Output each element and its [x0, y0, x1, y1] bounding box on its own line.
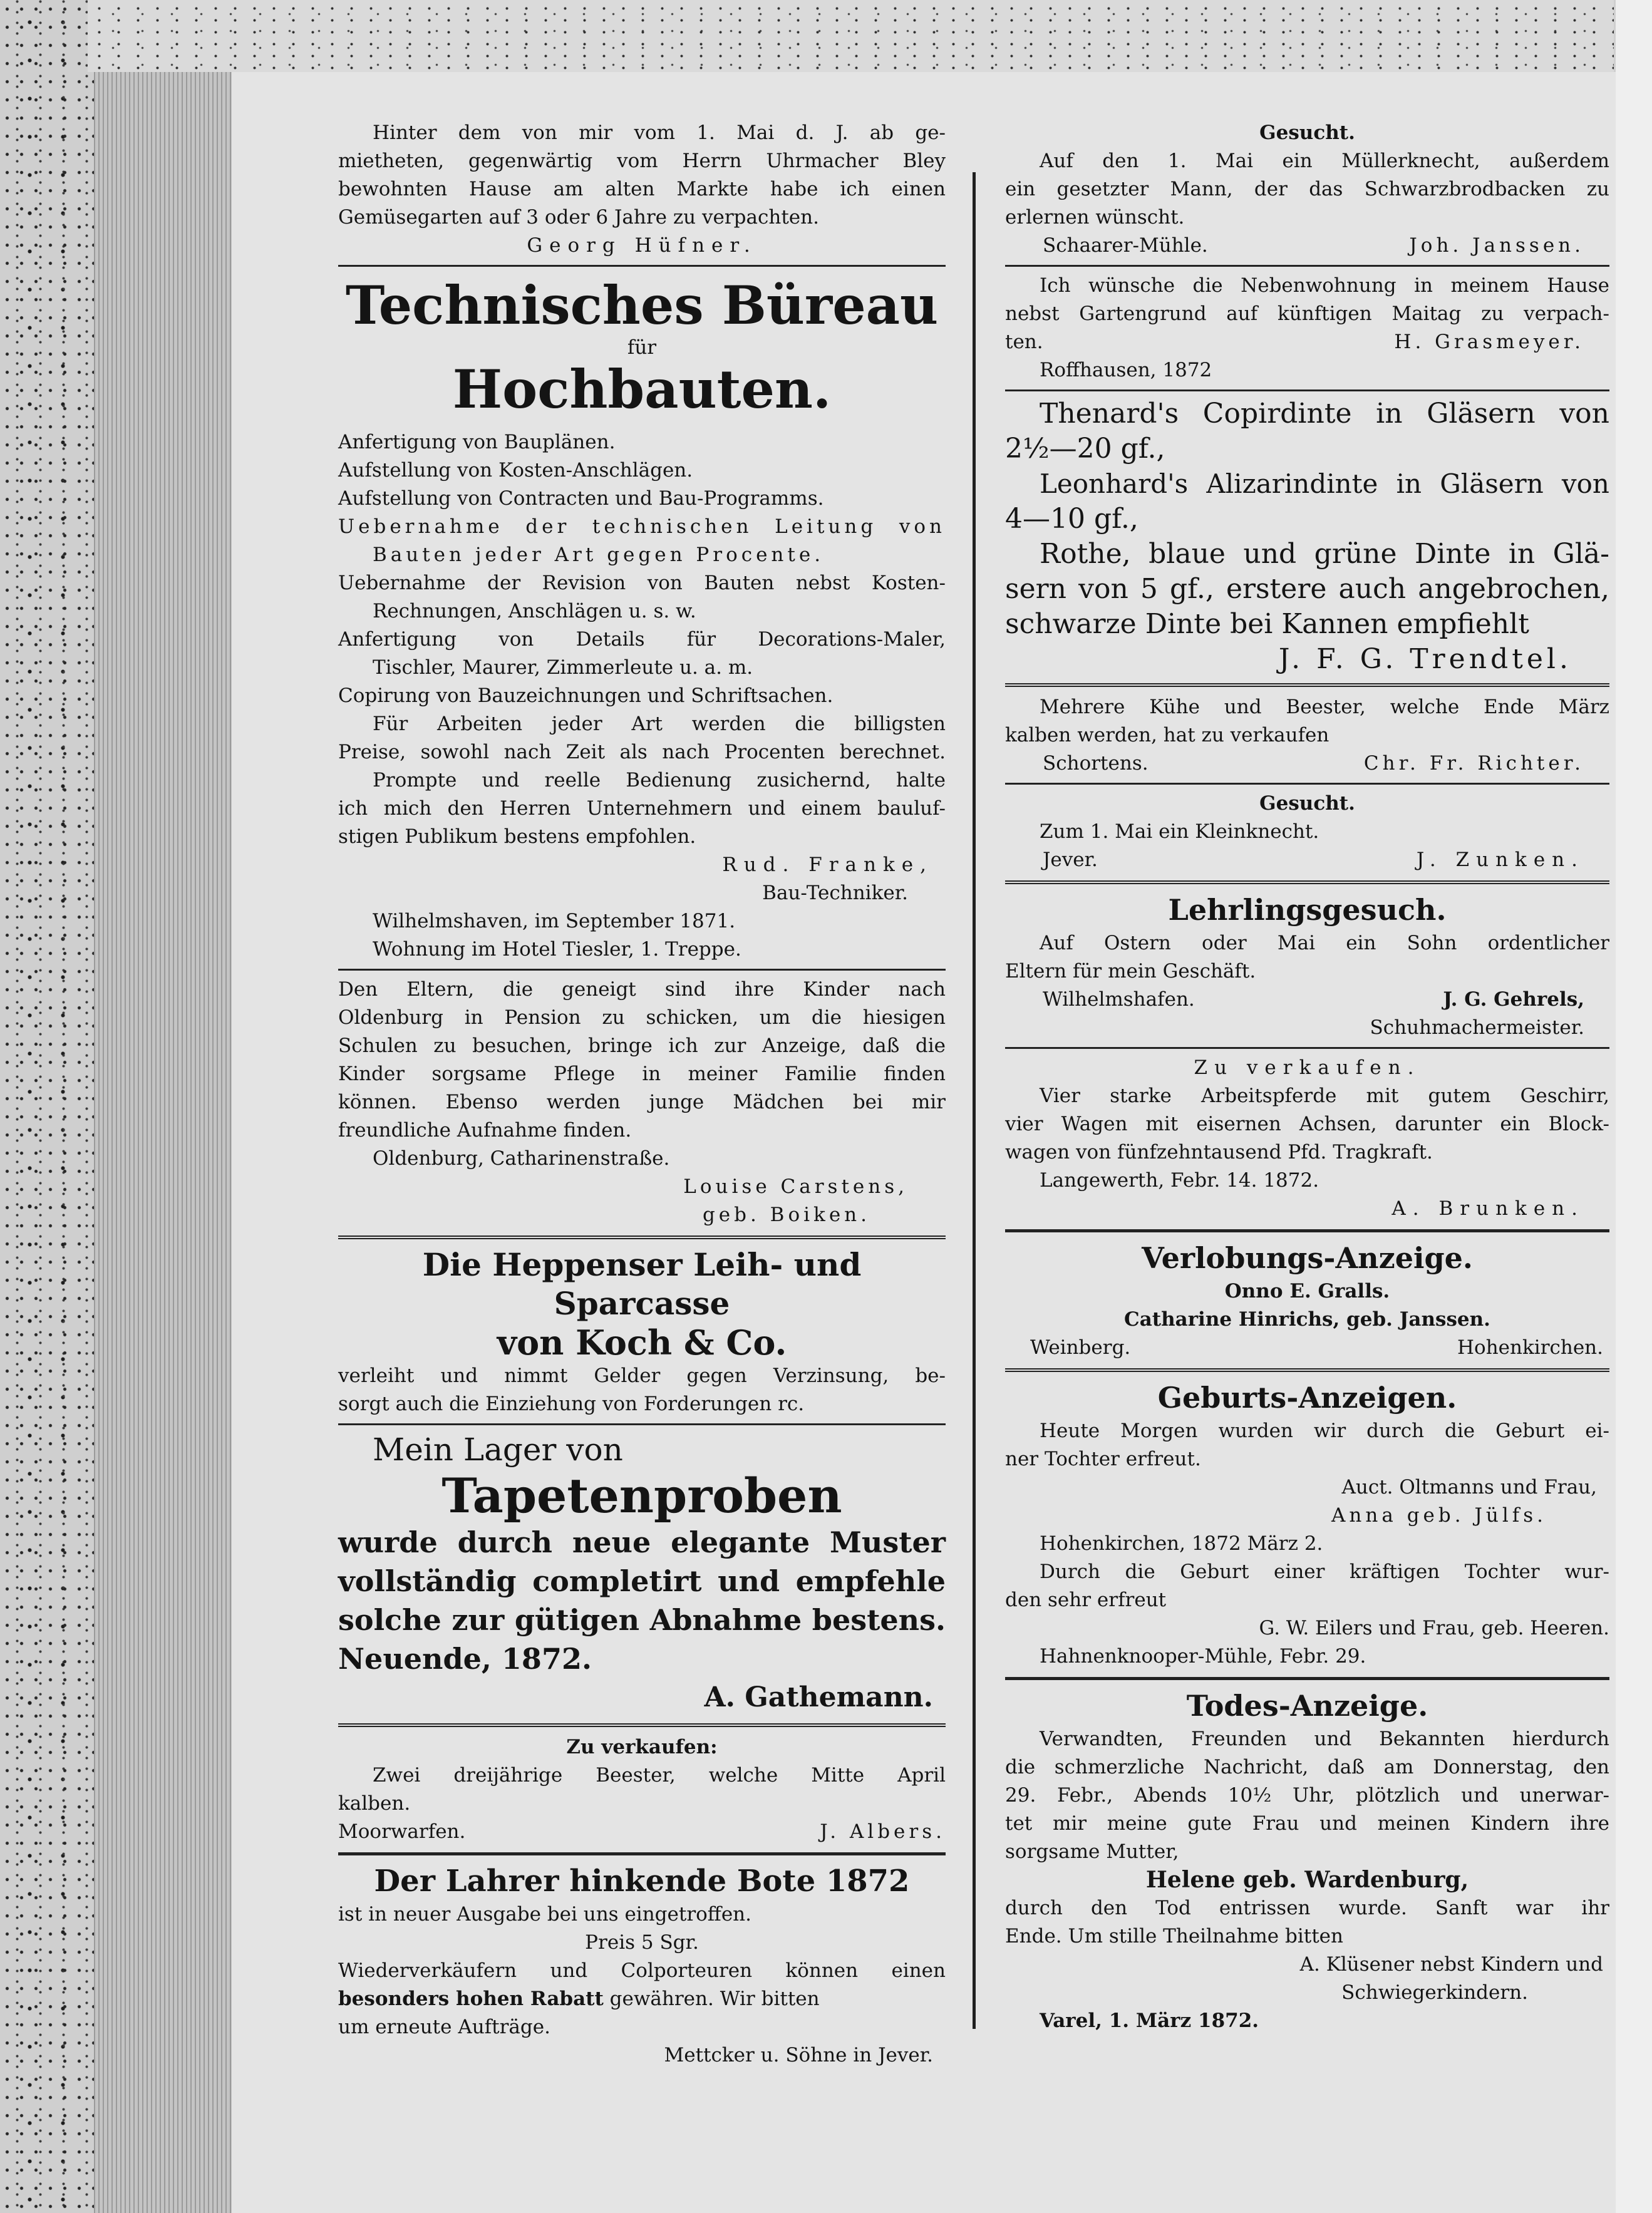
ad-text-line: Hinter dem von mir vom 1. Mai d. J. ab ge-: [373, 121, 946, 144]
ad-garden-lease: [338, 119, 946, 260]
ad-text-line: sorgsame Mutter,: [1005, 1840, 1179, 1863]
speckled-book-edge-left: [0, 0, 106, 2213]
ad-text-line: 2½—20 gf.,: [1005, 433, 1165, 465]
ad-text-line: Anfertigung von Bauplänen.: [338, 431, 616, 453]
ad-text-line: Thenard's Copirdinte in Gläsern von: [1040, 398, 1609, 430]
ad-text-line: um erneute Aufträge.: [338, 2016, 550, 2038]
ad-address: Wohnung im Hotel Tiesler, 1. Treppe.: [373, 938, 741, 961]
ad-footer-row: [1005, 1334, 1609, 1362]
right-margin: [1614, 0, 1652, 2213]
ad-text-line: Schulen zu besuchen, bringe ich zur Anzeige, daß die: [338, 1034, 946, 1057]
ad-text-line: Verwandten, Freunden und Bekannten hierdurch: [1040, 1728, 1609, 1750]
ad-technical-bureau: [338, 276, 946, 964]
left-column: [338, 119, 946, 2070]
ad-signature: Mettcker u. Söhne in Jever.: [664, 2044, 933, 2066]
ad-place-date: Hahnenknooper-Mühle, Febr. 29.: [1040, 1645, 1366, 1668]
ad-separator: [1005, 683, 1609, 687]
ad-separator: [338, 1423, 946, 1425]
ad-headline: Technisches Büreau: [345, 274, 939, 336]
ad-separator: [1005, 1047, 1609, 1049]
ad-separator: [1005, 880, 1609, 884]
ad-text-line: Bauten jeder Art gegen Procente.: [373, 544, 825, 566]
ad-wallpaper-samples: [338, 1430, 946, 1717]
ad-signature: Schuhmachermeister.: [1370, 1016, 1584, 1039]
ad-headline: von Koch & Co.: [497, 1323, 787, 1363]
ad-text-line: kalben werden, hat zu verkaufen: [1005, 724, 1329, 746]
ad-miller-wanted: [1005, 119, 1609, 260]
ad-text-line: ich mich den Herren Unternehmern und einem bauluf-: [338, 797, 946, 820]
ad-farmhand-wanted: [1005, 790, 1609, 874]
ad-almanac: [338, 1862, 946, 2070]
ad-title: Zu verkaufen:: [566, 1736, 718, 1758]
ad-text-line: freundliche Aufnahme finden.: [338, 1119, 632, 1142]
ad-separator: [1005, 1677, 1609, 1680]
ad-signature: J. Zunken.: [1416, 849, 1584, 871]
ad-place: Schaarer-Mühle.: [1043, 234, 1208, 257]
ad-place: Moorwarfen.: [338, 1820, 466, 1843]
ad-engagement: [1005, 1239, 1609, 1362]
ad-text-line: verleiht und nimmt Gelder gegen Verzinsung, be-: [338, 1364, 946, 1387]
ad-place-date: Wilhelmshaven, im September 1871.: [373, 910, 736, 932]
ad-separator: [1005, 265, 1609, 267]
ad-footer-row: [1005, 986, 1609, 1014]
ad-text-line: Leonhard's Alizarindinte in Gläsern von: [1040, 468, 1609, 499]
ad-text-line: Auf Ostern oder Mai ein Sohn ordentlicher: [1040, 932, 1609, 954]
ad-text-line: Vier starke Arbeitspferde mit gutem Geschirr,: [1040, 1085, 1609, 1107]
ad-text-line: erlernen wünscht.: [1005, 206, 1185, 229]
ad-name: Onno E. Gralls.: [1224, 1280, 1390, 1303]
ad-cattle-sale: [338, 1733, 946, 1846]
ad-text-line: Gemüsegarten auf 3 oder 6 Jahre zu verpachten.: [338, 206, 819, 229]
ad-apprentice-wanted: [1005, 890, 1609, 1042]
ad-signature: J. F. G. Trendtel.: [1278, 643, 1572, 675]
ad-text-line: Wiederverkäufern und Colporteuren können einen: [338, 1959, 946, 1982]
ad-death-notice: [1005, 1686, 1609, 2035]
ad-text-line: Ende. Um stille Theilnahme bitten: [1005, 1925, 1343, 1947]
ad-savings-bank: [338, 1246, 946, 1418]
ad-signature: Schwiegerkindern.: [1341, 1981, 1528, 2004]
ad-separator: [1005, 1368, 1609, 1372]
ad-signature: Georg Hüfner.: [527, 234, 757, 257]
ad-text-line: sern von 5 gf., erstere auch angebrochen,: [1005, 573, 1609, 605]
ad-text-line: Tischler, Maurer, Zimmerleute u. a. m.: [373, 656, 753, 679]
page-stack-edges: [94, 72, 232, 2213]
ad-signature: Joh. Janssen.: [1409, 234, 1584, 257]
ad-text-line: Mein Lager von: [373, 1431, 623, 1468]
ad-separator: [338, 1852, 946, 1855]
ad-text-line: Preise, sowohl nach Zeit als nach Procenten berechnet.: [338, 741, 946, 763]
ad-text-line: ist in neuer Ausgabe bei uns eingetroffen.: [338, 1903, 751, 1926]
ad-place-date: Roffhausen, 1872: [1040, 359, 1212, 381]
ad-text-line: Rechnungen, Anschlägen u. s. w.: [373, 600, 696, 622]
ad-text-line: ten.: [1005, 331, 1043, 353]
ad-headline: Hochbauten.: [452, 358, 832, 420]
ad-text-line: Zwei dreijährige Beester, welche Mitte April: [373, 1764, 946, 1787]
ad-text: gewähren. Wir bitten: [603, 1988, 820, 2010]
ad-text-line: 29. Febr., Abends 10½ Uhr, plötzlich und unerwar-: [1005, 1784, 1609, 1807]
ad-text-line: Copirung von Bauzeichnungen und Schriftsachen.: [338, 684, 834, 707]
right-column: [1005, 119, 1609, 2035]
ad-text-line: Heute Morgen wurden wir durch die Geburt ei-: [1040, 1420, 1609, 1442]
ad-text-line: nebst Gartengrund auf künftigen Maitag zu verpach-: [1005, 302, 1609, 325]
ad-name: Helene geb. Wardenburg,: [1145, 1867, 1469, 1893]
ad-text-line: Oldenburg in Pension zu schicken, um die hiesigen: [338, 1006, 946, 1029]
ad-signature: G. W. Eilers und Frau, geb. Heeren.: [1259, 1617, 1609, 1639]
ad-headline: Verlobungs-Anzeige.: [1142, 1241, 1473, 1275]
ad-text-line: stigen Publikum bestens empfohlen.: [338, 825, 696, 848]
ad-text-line: ein gesetzter Mann, der das Schwarzbrodbacken zu: [1005, 178, 1609, 200]
ad-text-line: mietheten, gegenwärtig vom Herrn Uhrmacher Bley: [338, 150, 946, 172]
ad-text-line: schwarze Dinte bei Kannen empfiehlt: [1005, 608, 1529, 640]
ad-emphasis: besonders hohen Rabatt: [338, 1988, 604, 2010]
ad-text-line: Aufstellung von Contracten und Bau-Programms.: [338, 487, 824, 510]
ad-place-date: Langewerth, Febr. 14. 1872.: [1040, 1169, 1319, 1192]
ad-text-line: den sehr erfreut: [1005, 1589, 1167, 1611]
ad-footer-row: [1005, 846, 1609, 874]
ad-place-date: Oldenburg, Catharinenstraße.: [373, 1147, 670, 1170]
ad-name: Catharine Hinrichs, geb. Janssen.: [1124, 1308, 1490, 1331]
ad-headline: Lehrlingsgesuch.: [1168, 893, 1447, 927]
ad-text-line: wagen von fünfzehntausend Pfd. Tragkraft.: [1005, 1141, 1433, 1163]
ad-footer-row: [338, 1818, 946, 1846]
ad-separator: [1005, 389, 1609, 391]
ad-place: Wilhelmshafen.: [1043, 988, 1195, 1011]
ad-text-line: vier Wagen mit eisernen Achsen, darunter ein Block-: [1005, 1113, 1609, 1135]
ad-text-line: tet mir meine gute Frau und meinen Kindern ihre: [1005, 1812, 1609, 1835]
ad-text-line: [338, 1985, 946, 2013]
ad-text-line: 4—10 gf.,: [1005, 503, 1138, 535]
ad-signature: geb. Boiken.: [702, 1204, 870, 1226]
ad-price: Preis 5 Sgr.: [585, 1931, 699, 1954]
ad-text-line: Den Eltern, die geneigt sind ihre Kinder nach: [338, 978, 946, 1001]
ad-text-line: Uebernahme der technischen Leitung von: [338, 515, 946, 538]
ad-text-line: bewohnten Hause am alten Markte habe ich einen: [338, 178, 946, 200]
ad-text-line: Rothe, blaue und grüne Dinte in Glä-: [1040, 538, 1609, 570]
ad-signature: Anna geb. Jülfs.: [1331, 1504, 1547, 1527]
ad-footer-row: [1005, 232, 1609, 260]
ad-text-line: wurde durch neue elegante Muster: [338, 1525, 946, 1559]
ad-signature: J. G. Gehrels,: [1443, 988, 1584, 1011]
ad-text-line: ner Tochter erfreut.: [1005, 1448, 1201, 1470]
ad-headline: Geburts-Anzeigen.: [1157, 1381, 1457, 1415]
ad-text-line: solche zur gütigen Abnahme bestens.: [338, 1603, 946, 1637]
ad-place-date: Hohenkirchen, 1872 März 2.: [1040, 1532, 1323, 1555]
ad-text-line: Kinder sorgsame Pflege in meiner Familie finden: [338, 1063, 946, 1085]
ad-separator: [338, 1235, 946, 1239]
ad-text-line: Uebernahme der Revision von Bauten nebst Kosten-: [338, 572, 946, 594]
ad-text-line: Durch die Geburt einer kräftigen Tochter wur-: [1040, 1560, 1609, 1583]
ad-headline: Der Lahrer hinkende Bote 1872: [374, 1864, 910, 1899]
ad-text-line: können. Ebenso werden junge Mädchen bei mir: [338, 1091, 946, 1113]
ad-footer-row: [1005, 328, 1609, 356]
ad-title: Gesucht.: [1259, 792, 1355, 815]
ad-place: Schortens.: [1043, 752, 1149, 775]
ad-ink-sale: [1005, 396, 1609, 677]
ad-separator: [338, 969, 946, 971]
ad-signature: A. Brunken.: [1391, 1197, 1584, 1220]
ad-place-date: Varel, 1. März 1872.: [1040, 2009, 1259, 2032]
ad-text-line: Prompte und reelle Bedienung zusichernd, halte: [373, 769, 946, 792]
ad-text-line: für: [627, 336, 657, 359]
ad-text-line: Anfertigung von Details für Decorations-Maler,: [338, 628, 946, 651]
ad-text-line: Neuende, 1872.: [338, 1642, 592, 1676]
ad-boarding-pension: [338, 976, 946, 1229]
ad-text-line: Für Arbeiten jeder Art werden die billigsten: [373, 713, 946, 735]
ad-horses-sale: [1005, 1054, 1609, 1223]
ad-title: Zu verkaufen.: [1194, 1056, 1421, 1079]
ad-births: [1005, 1378, 1609, 1671]
ad-text-line: Zum 1. Mai ein Kleinknecht.: [1040, 820, 1319, 843]
ad-text-line: Mehrere Kühe und Beester, welche Ende März: [1040, 696, 1609, 718]
ad-text-line: sorgt auch die Einziehung von Forderungen rc.: [338, 1393, 805, 1415]
ad-place: Jever.: [1043, 849, 1098, 871]
ad-footer-row: [1005, 750, 1609, 778]
ad-headline: Todes-Anzeige.: [1186, 1689, 1428, 1723]
ad-signature: Auct. Oltmanns und Frau,: [1341, 1476, 1597, 1499]
ad-signature: H. Grasmeyer.: [1394, 331, 1584, 353]
ad-signature: Bau-Techniker.: [762, 882, 908, 904]
ad-separator: [1005, 1229, 1609, 1232]
ad-signature: A. Gathemann.: [704, 1681, 933, 1713]
ad-headline: Tapetenproben: [441, 1468, 842, 1524]
ad-separator: [1005, 783, 1609, 785]
ad-apartment: [1005, 272, 1609, 384]
ad-text-line: die schmerzliche Nachricht, daß am Donnerstag, den: [1005, 1756, 1609, 1778]
ad-text-line: Aufstellung von Kosten-Anschlägen.: [338, 459, 693, 482]
ad-signature: Rud. Franke,: [722, 854, 933, 876]
ad-text-line: vollständig completirt und empfehle: [338, 1564, 946, 1598]
ad-text-line: Ich wünsche die Nebenwohnung in meinem Hause: [1040, 274, 1609, 297]
ad-signature: Chr. Fr. Richter.: [1363, 752, 1584, 775]
ad-headline: Die Heppenser Leih- und Sparcasse: [422, 1246, 862, 1322]
ad-signature: J. Albers.: [820, 1820, 946, 1843]
ad-text-line: durch den Tod entrissen wurde. Sanft war ihr: [1005, 1897, 1609, 1919]
ad-separator: [338, 265, 946, 267]
ad-signature: Louise Carstens,: [683, 1175, 908, 1198]
ad-place: Weinberg.: [1030, 1336, 1131, 1359]
speckled-book-edge-top: [88, 0, 1652, 72]
ad-cows-sale: [1005, 693, 1609, 778]
column-divider: [973, 172, 976, 2029]
ad-separator: [338, 1723, 946, 1727]
ad-text-line: Auf den 1. Mai ein Müllerknecht, außerdem: [1040, 150, 1609, 172]
ad-signature: A. Klüsener nebst Kindern und: [1299, 1953, 1603, 1976]
ad-text-line: Eltern für mein Geschäft.: [1005, 960, 1256, 983]
ad-title: Gesucht.: [1259, 121, 1355, 144]
ad-place: Hohenkirchen.: [1457, 1336, 1603, 1359]
ad-text-line: kalben.: [338, 1792, 411, 1815]
